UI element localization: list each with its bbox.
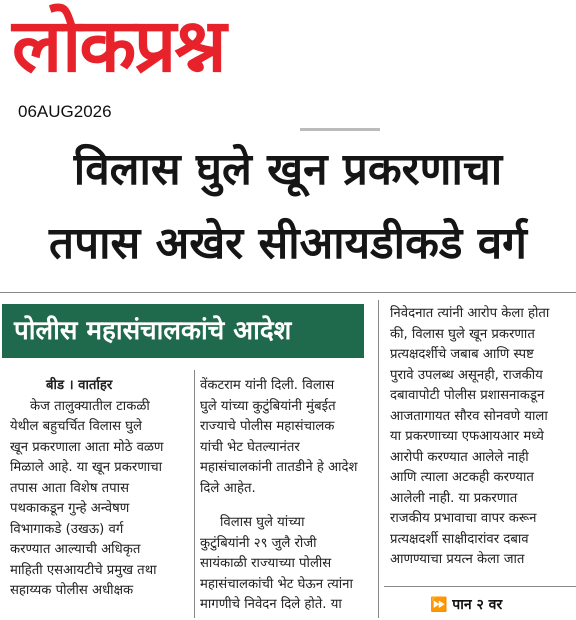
text-line: दिले आहेत. — [200, 480, 256, 496]
clipping-cut-line — [300, 128, 380, 131]
text-line: विभागाकडे (उखऊ) वर्ग — [10, 521, 124, 537]
text-line: की, विलास घुले खून प्रकरणात — [390, 326, 535, 342]
text-line: आजतागायत सौरव सोनवणे याला — [390, 408, 548, 424]
text-line: महासंचालकांची भेट घेऊन त्यांना — [200, 576, 353, 592]
text-line: तपास आता विशेष तपास — [10, 480, 129, 496]
headline-line-1: विलास घुले खून प्रकरणाचा — [73, 144, 503, 195]
text-line: केज तालुक्यातील टाकळी — [30, 398, 150, 414]
text-line: या प्रकरणाच्या एफआयआर मध्ये — [390, 429, 544, 444]
text-line: महासंचालकांनी तातडीने हे आदेश — [200, 460, 358, 475]
text-line: यांची भेट घेतल्यानंतर — [200, 439, 300, 455]
subheadline-banner: पोलीस महासंचालकांचे आदेश — [2, 304, 364, 358]
logo-text: लोकप्रश्न — [12, 3, 225, 89]
headline-line-2: तपास अखेर सीआयडीकडे वर्ग — [49, 218, 527, 269]
text-line: सायंकाळी राज्याच्या पोलीस — [200, 556, 332, 571]
column-divider-left — [194, 370, 195, 618]
text-line: पुरावे उपलब्ध असूनही, राजकीय — [390, 367, 543, 383]
text-line: पथकाकडून गुन्हे अन्वेषण — [10, 501, 130, 516]
issue-date: 06AUG2026 — [18, 102, 112, 121]
text-line: करण्यात आल्याची अधिकृत — [10, 542, 141, 557]
text-line: प्रत्यक्षदर्शी साक्षीदारांवर दबाव — [390, 531, 529, 547]
paragraph-gap — [200, 499, 372, 513]
text-line: माहिती एसआयटीचे प्रमुख तथा — [10, 562, 157, 578]
text-line: राज्याचे पोलीस महासंचालक — [200, 419, 335, 434]
text-line: आरोपी करण्यात आलेले नाही — [390, 449, 529, 465]
text-line: आणि त्याला अटकही करण्यात — [390, 470, 534, 485]
text-line: वेंकटराम यांनी दिली. विलास — [200, 378, 335, 393]
text-line: घुले यांच्या कुटुंबियांनी मुंबईत — [200, 398, 336, 414]
continued-on-page-2: ⏩ पान २ वर — [430, 597, 503, 613]
divider-top — [0, 292, 576, 293]
text-line: निवेदनात त्यांनी आरोप केला होता — [390, 306, 550, 321]
continued-divider — [384, 586, 576, 587]
text-line: विलास घुले यांच्या — [220, 515, 305, 530]
text-line: सहाय्यक पोलीस अधीक्षक — [10, 583, 134, 598]
text-line: मागणीचे निवेदन दिले होते. या — [200, 597, 342, 612]
column-divider-right — [378, 300, 379, 618]
text-line: प्रत्यक्षदर्शीचे जबाब आणि स्पष्ट — [390, 347, 534, 362]
article-column-3 — [390, 304, 570, 571]
text-line: आणण्याचा प्रयत्न केला जात — [390, 552, 525, 567]
dateline: बीड । वार्ताहर — [46, 378, 113, 393]
text-line: दबावापोटी पोलीस प्रशासनाकडून — [390, 388, 545, 403]
text-line: खून प्रकरणाला आता मोठे वळण — [10, 439, 164, 455]
article-column-1 — [10, 376, 192, 602]
text-line: कुटुंबियांनी २९ जुलै रोजी — [200, 535, 317, 551]
text-line: राजकीय प्रभावाचा वापर करून — [390, 511, 537, 526]
article-column-2 — [200, 376, 372, 616]
text-line: येथील बहुचर्चित विलास घुले — [10, 419, 142, 434]
masthead-logo — [8, 4, 308, 96]
text-line: मिळाले आहे. या खून प्रकरणाचा — [10, 460, 163, 475]
text-line: आलेली नाही. या प्रकरणात — [390, 490, 518, 506]
